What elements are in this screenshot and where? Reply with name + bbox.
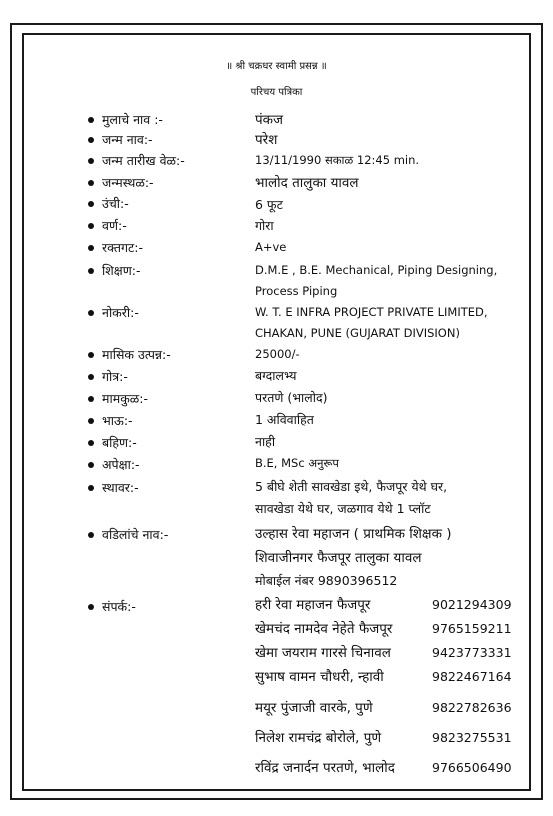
detail-label: अपेक्षा:- [102, 457, 140, 472]
detail-value: 13/11/1990 सकाळ 12:45 min. [255, 153, 420, 167]
detail-label: जन्म नाव:- [102, 132, 153, 147]
contact-phone: 9765159211 [432, 621, 512, 636]
contact-name: रविंद्र जनार्दन परतणे, भालोद [255, 760, 395, 776]
bullet [88, 223, 94, 229]
bullet [88, 180, 94, 186]
contact-name: सुभाष वामन चौधरी, न्हावी [255, 669, 384, 685]
document-title: परिचय पत्रिका [250, 87, 303, 98]
detail-value: 1 अविवाहित [255, 412, 314, 427]
detail-value: 5 बीघे शेती सावखेडा इथे, फैजपूर येथे घर, [255, 479, 448, 494]
contact-phone: 9822782636 [432, 700, 512, 715]
detail-label: भाऊ:- [102, 413, 133, 428]
bullet [88, 485, 94, 491]
detail-value: D.M.E , B.E. Mechanical, Piping Designing, [255, 263, 498, 277]
detail-value: B.E, MSc अनुरूप [255, 456, 339, 470]
detail-value: मोबाईल नंबर 9890396512 [255, 573, 398, 588]
detail-label: जन्म तारीख वेळ:- [102, 153, 185, 168]
detail-value: परतणे (भालोद) [255, 390, 328, 405]
detail-label: रक्तगट:- [102, 240, 143, 255]
detail-label: शिक्षण:- [102, 263, 141, 278]
detail-value: नाही [255, 434, 276, 449]
bullet [88, 418, 94, 424]
contact-name: खेमचंद नामदेव नेहेते फैजपूर [255, 621, 393, 637]
detail-value: W. T. E INFRA PROJECT PRIVATE LIMITED, [255, 305, 488, 319]
detail-label: गोत्र:- [102, 369, 128, 384]
detail-value: Process Piping [255, 284, 338, 298]
detail-value: परेश [255, 132, 278, 148]
bullet [88, 117, 94, 123]
contact-phone: 9021294309 [432, 597, 512, 612]
detail-label: स्थावर:- [102, 480, 139, 495]
detail-value: 6 फूट [255, 197, 283, 212]
contact-name: खेमा जयराम गारसे चिनावल [255, 645, 391, 661]
detail-label: वडिलांचे नाव:- [102, 527, 169, 542]
contact-phone: 9822467164 [432, 669, 512, 684]
detail-label: मुलाचे नाव :- [102, 112, 163, 127]
detail-label: बहिण:- [102, 435, 137, 450]
detail-value: गोरा [255, 218, 274, 233]
bullet [88, 158, 94, 164]
bullet [88, 245, 94, 251]
bullet [88, 201, 94, 207]
bullet [88, 137, 94, 143]
contact-label: संपर्क:- [102, 599, 136, 614]
contact-phone: 9823275531 [432, 730, 512, 745]
bullet [88, 462, 94, 468]
detail-label: जन्मस्थळ:- [102, 175, 154, 190]
detail-value: CHAKAN, PUNE (GUJARAT DIVISION) [255, 326, 460, 340]
detail-value: उल्हास रेवा महाजन ( प्राथमिक शिक्षक ) [255, 526, 452, 542]
bullet [88, 352, 94, 358]
bullet [88, 532, 94, 538]
contact-phone: 9423773331 [432, 645, 512, 660]
detail-value: बग्दालभ्य [255, 368, 297, 383]
detail-label: उंची:- [102, 196, 129, 211]
detail-value: पंकज [255, 112, 284, 128]
contact-phone: 9766506490 [432, 760, 512, 775]
bullet [88, 440, 94, 446]
detail-label: नोकरी:- [102, 305, 139, 320]
detail-value: 25000/- [255, 347, 300, 361]
contact-name: मयूर पुंजाजी वारके, पुणे [255, 700, 373, 716]
contact-name: हरी रेवा महाजन फैजपूर [255, 597, 371, 613]
detail-value: सावखेडा येथे घर, जळगाव येथे 1 प्लॉट [255, 501, 431, 516]
bullet [88, 396, 94, 402]
invocation-line: ॥ श्री चक्रधर स्वामी प्रसन्न ॥ [226, 61, 327, 72]
bullet [88, 374, 94, 380]
detail-label: मामकुळ:- [102, 391, 149, 406]
contact-name: निलेश रामचंद्र बोरोले, पुणे [255, 730, 382, 746]
detail-value: शिवाजीनगर फैजपूर तालुका यावल [255, 550, 422, 566]
detail-value: भालोद तालुका यावल [255, 175, 359, 191]
bullet [88, 268, 94, 274]
bullet [88, 310, 94, 316]
detail-label: वर्ण:- [102, 218, 127, 233]
detail-value: A+ve [255, 240, 287, 254]
bullet [88, 604, 94, 610]
detail-label: मासिक उत्पन्न:- [102, 347, 171, 362]
